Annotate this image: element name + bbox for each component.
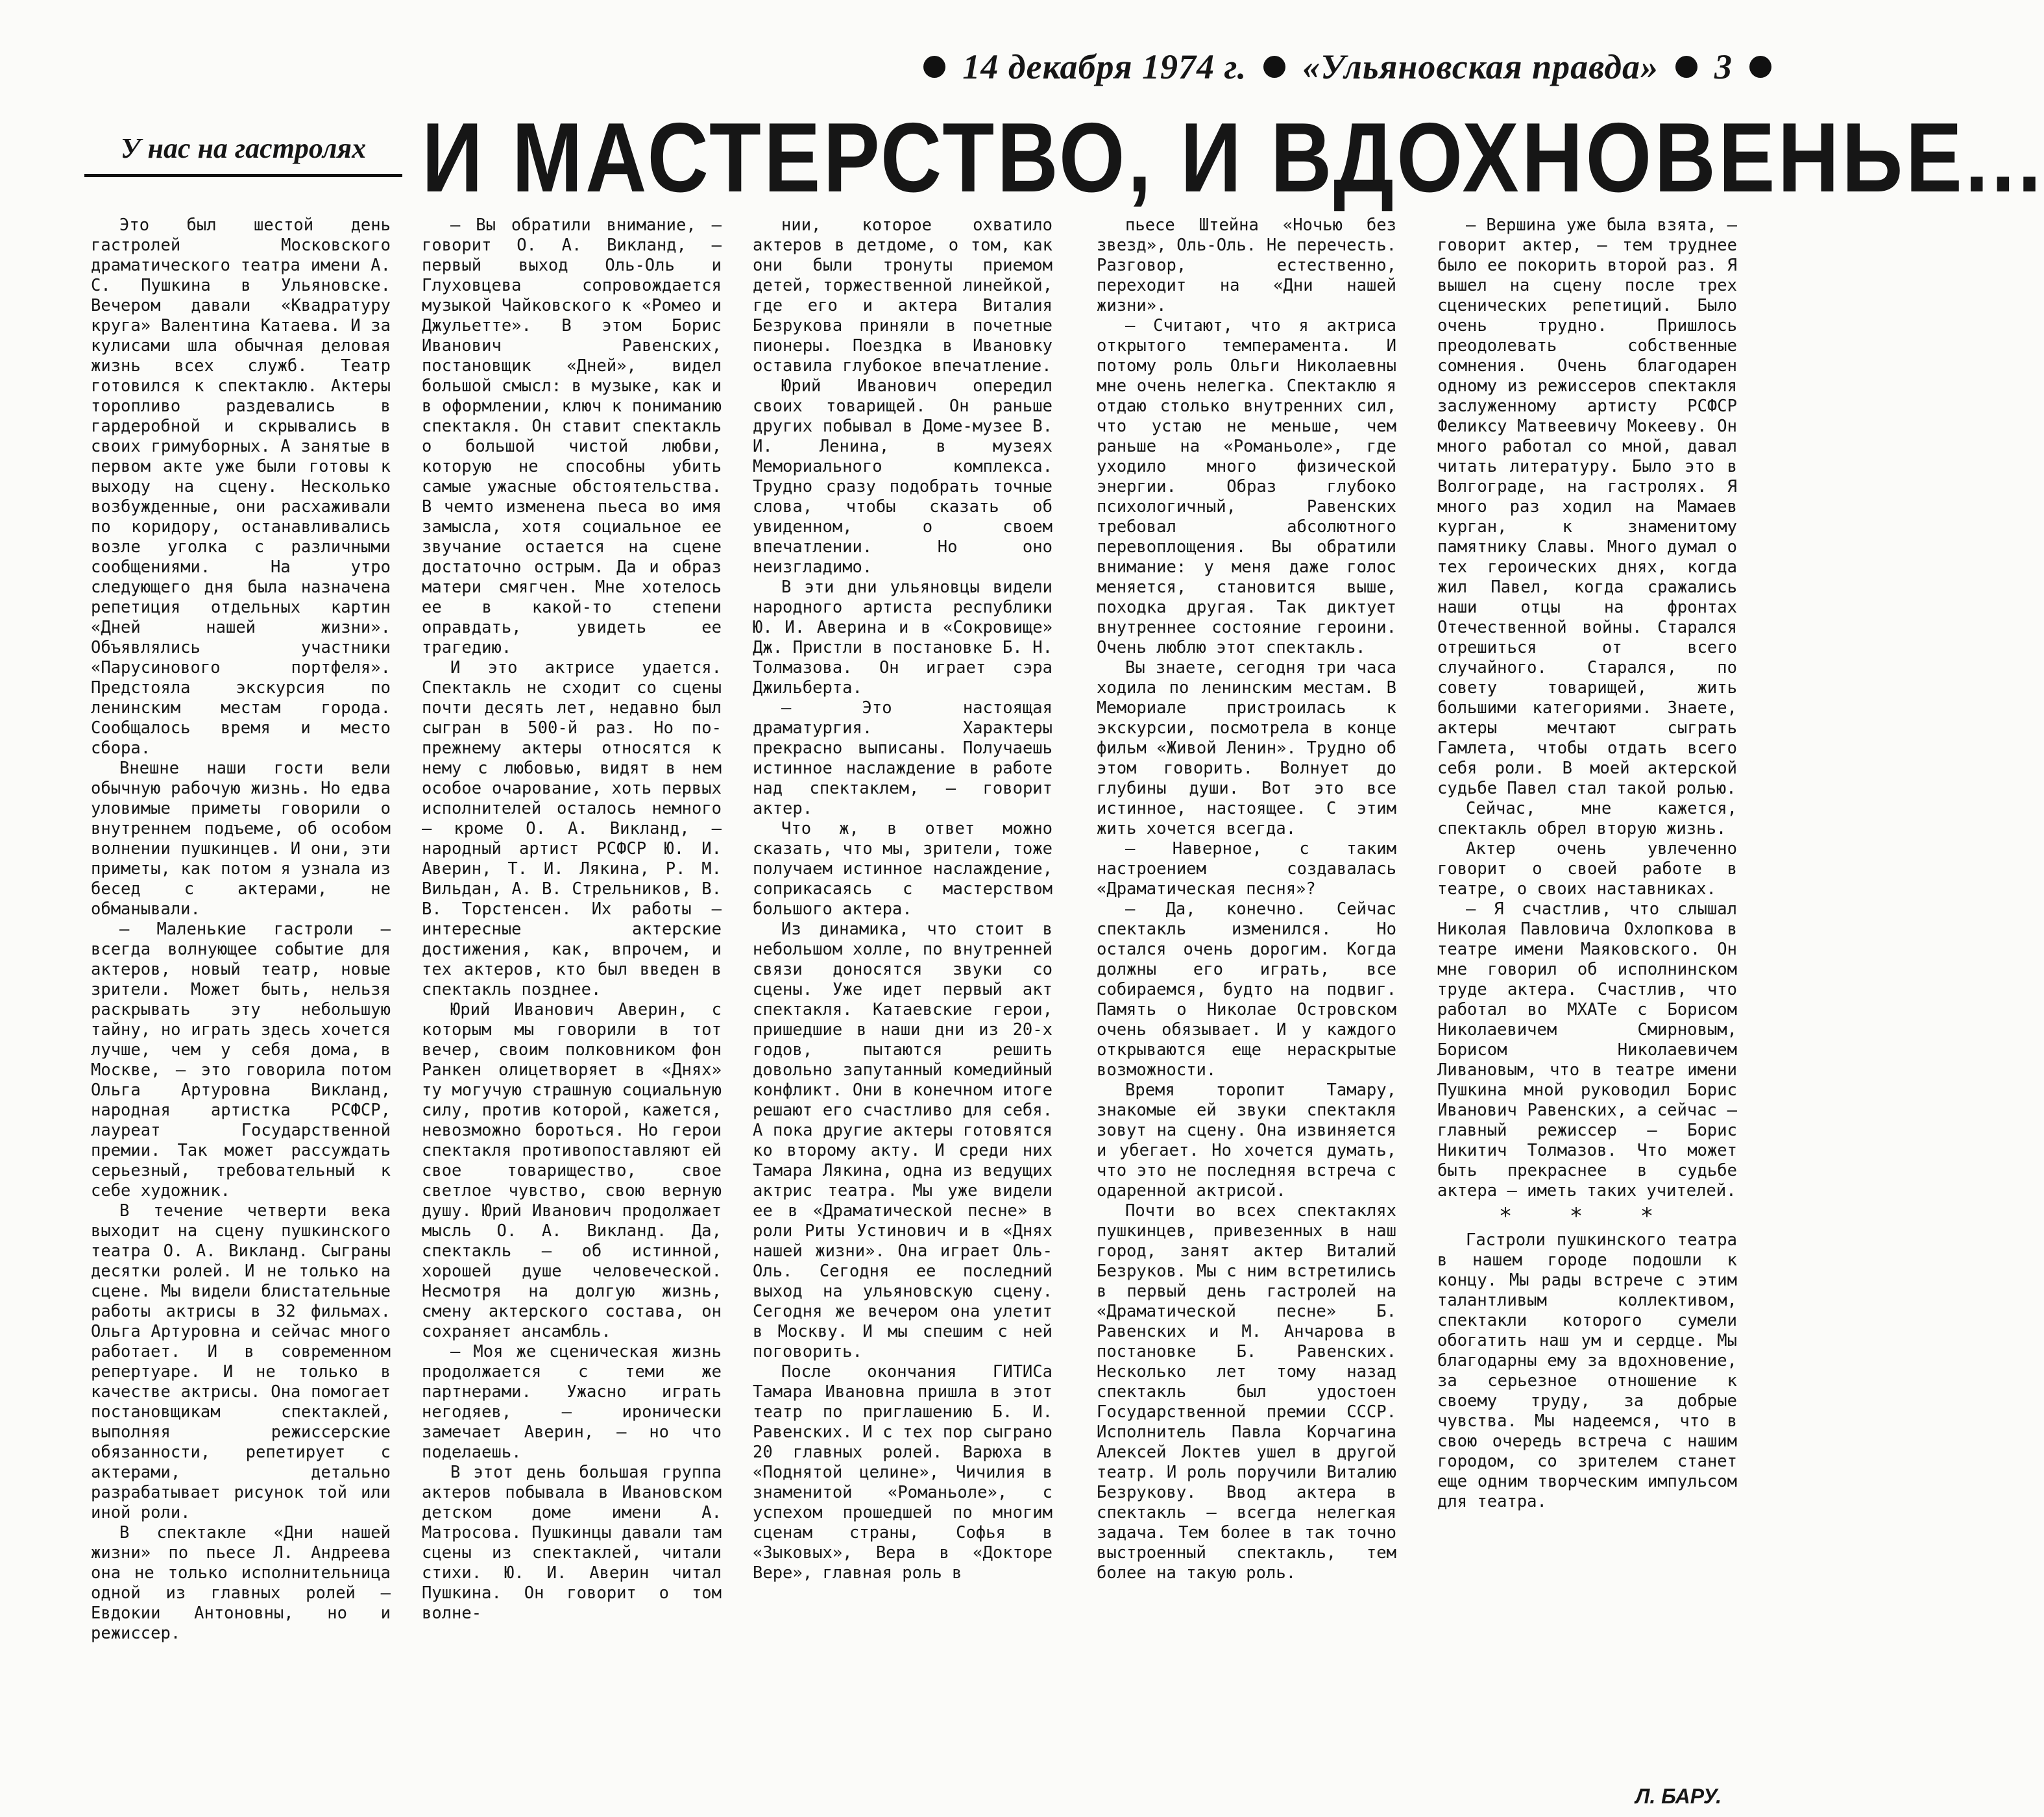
author-byline: Л. БАРУ. (1635, 1785, 1722, 1808)
paragraph: — Наверное, с таким настроением создавалась «Драматическая песня»? (1097, 839, 1396, 899)
paragraph: Вы знаете, сегодня три часа ходила по ленинским местам. В Мемориале пристроилась к экскурсии, посмотрела в конце фильм «Живой Ленин». Трудно об этом говорить. Волнует до глубины души. Вот это все истинное, настоящее. С этим жить хочется всегда. (1097, 658, 1396, 838)
paragraph: — Вы обратили внимание, — говорит О. А. Викланд, — первый выход Оль-Оль и Глуховцева сопровождается музыкой Чайковского к «Ромео и Джульетте». В этом Борис Иванович Равенских, постановщик «Дней», видел большой смысл: в музыке, как и в оформлении, ключ к пониманию спектакля. Он ставит спектакль о большой чистой любви, которую не способны убить самые ужасные обстоятельства. В чемто изменена пьеса во имя замысла, хотя социальное ее звучание остается на сцене достаточно острым. Да и образ матери смягчен. Мне хотелось ее в какой-то степени оправдать, увидеть ее трагедию. (422, 215, 722, 657)
paragraph: — Я счастлив, что слышал Николая Павловича Охлопкова в театре имени Маяковского. Он мне говорил об исполнинском труде актера. Счастлив, что работал во МХАТе с Борисом Николаевичем Смирновым, Борисом Николаевичем Ливановым, что в театре имени Пушкина мной руководил Борис Иванович Равенских, а сейчас — главный режиссер — Борис Никитич Толмазов. Что может быть прекраснее в судьбе актера — иметь таких учителей. (1437, 899, 1737, 1201)
paragraph: — Маленькие гастроли — всегда волнующее событие для актеров, новый театр, новые зрители. Может быть, нельзя раскрывать эту небольшую тайну, но играть здесь хочется лучше, чем у себя дома, в Москве, — это говорила потом Ольга Артуровна Викланд, народная артистка РСФСР, лауреат Государственной премии. Так может рассуждать серьезный, требовательный к себе художник. (91, 920, 391, 1201)
paragraph: В спектакле «Дни нашей жизни» по пьесе Л. Андреева она не только исполнительница одной из главных ролей — Евдокии Антоновны, но и режиссер. (91, 1523, 391, 1643)
article-column-2 (422, 215, 722, 1770)
article-column-5 (1437, 215, 1737, 1770)
paragraph: — Моя же сценическая жизнь продолжается с теми же партнерами. Ужасно играть негодяев, — иронически замечает Аверин, — но что поделаешь. (422, 1342, 722, 1462)
bullet-icon (923, 56, 945, 78)
paragraph: В эти дни ульяновцы видели народного артиста республики Ю. И. Аверина и в «Сокровище» Дж. Пристли в постановке Б. Н. Толмазова. Он играет сэра Джильберта. (753, 578, 1052, 698)
issue-date: 14 декабря 1974 г. (962, 47, 1247, 86)
paragraph: Это был шестой день гастролей Московского драматического театра имени А. С. Пушкина в Ульяновске. Вечером давали «Квадратуру круга» Валентина Катаева. И за кулисами шла обычная деловая жизнь всех служб. Театр готовился к спектаклю. Актеры торопливо раздевались в гардеробной и скрывались в своих гримуборных. А занятые в первом акте уже были готовы к выходу на сцену. Несколько возбужденные, они расхаживали по коридору, останавливались возле уголка с различными сообщениями. На утро следующего дня была назначена репетиция отдельных картин «Дней нашей жизни». Объявлялись участники «Парусинового портфеля». Предстояла экскурсия по ленинским местам города. Сообщалось время и место сбора. (91, 215, 391, 758)
paragraph: После окончания ГИТИСа Тамара Ивановна пришла в этот театр по приглашению Б. И. Равенских. И с тех пор сыграно 20 главных ролей. Варюха в «Поднятой целине», Чичилия в знаменитой «Романьоле», с успехом прошедшей по многим сценам страны, Софья в «Зыковых», Вера в «Докторе Вере», главная роль в (753, 1362, 1052, 1583)
paragraph: Что ж, в ответ можно сказать, что мы, зрители, тоже получаем истинное наслаждение, соприкасаясь с мастерством большого актера. (753, 819, 1052, 919)
paragraph: Юрий Иванович Аверин, с которым мы говорили в тот вечер, своим полковником фон Ранкен олицетворяет в «Днях» ту могучую страшную социальную силу, против которой, кажется, невозможно бороться. Но герои спектакля противопоставляют ей свое товарищество, свое светлое чувство, свою верную душу. Юрий Иванович продолжает мысль О. А. Викланд. Да, спектакль — об истинной, хорошей душе человеческой. Несмотря на долгую жизнь, смену актерского состава, он сохраняет ансамбль. (422, 1000, 722, 1341)
paragraph: В этот день большая группа актеров побывала в Ивановском детском доме имени А. Матросова. Пушкинцы давали там сцены из спектаклей, читали стихи. Ю. И. Аверин читал Пушкина. Он говорит о том волне- (422, 1463, 722, 1623)
article-column-4 (1097, 215, 1396, 1770)
paragraph: Юрий Иванович опередил своих товарищей. Он раньше других побывал в Доме-музее В. И. Ленина, в музеях Мемориального комплекса. Трудно сразу подобрать точные слова, чтобы сказать об увиденном, о своем впечатлении. Но оно неизгладимо. (753, 376, 1052, 577)
paragraph: И это актрисе удается. Спектакль не сходит со сцены почти десять лет, недавно был сыгран в 500-й раз. Но по-прежнему актеры относятся к нему с любовью, видят в нем особое очарование, хоть первых исполнителей осталось немного — кроме О. А. Викланд, — народный артист РСФСР Ю. И. Аверин, Т. И. Лякина, Р. М. Вильдан, А. В. Стрельников, В. В. Торстенсен. Их работы — интересные актерские достижения, как, впрочем, и тех актеров, кто был введен в спектакль позднее. (422, 658, 722, 999)
paragraph: Сейчас, мне кажется, спектакль обрел вторую жизнь. (1437, 799, 1737, 838)
paragraph: Актер очень увлеченно говорит о своей работе в театре, о своих наставниках. (1437, 839, 1737, 899)
paragraph: — Да, конечно. Сейчас спектакль изменился. Но остался очень дорогим. Когда должны его играть, все собираемся, будто на подвиг. Память о Николае Островском очень обязывает. И у каждого открываются еще нераскрытые возможности. (1097, 899, 1396, 1080)
article-headline: И МАСТЕРСТВО, И ВДОХНОВЕНЬЕ... (422, 103, 2044, 213)
paragraph: — Вершина уже была взята, — говорит актер, — тем труднее было ее покорить второй раз. Я вышел на сцену после трех сценических репетиций. Было очень трудно. Пришлось преодолевать собственные сомнения. Очень благодарен одному из режиссеров спектакля заслуженному артисту РСФСР Феликсу Матвеевичу Мокееву. Он много работал со мной, давал читать литературу. Было это в Волгограде, на гастролях. Я много раз ходил на Мамаев курган, к знаменитому памятнику Славы. Много думал о тех героических днях, когда жил Павел, когда сражались наши отцы на фронтах Отечественной войны. Старался отрешиться от всего случайного. Старался, по совету товарищей, жить большими категориями. Знаете, актеры мечтают сыграть Гамлета, чтобы отдать всего себя роли. В моей актерской судьбе Павел стал такой ролью. (1437, 215, 1737, 798)
section-rubric: У нас на гастролях (84, 128, 402, 177)
paragraph: В течение четверти века выходит на сцену пушкинского театра О. А. Викланд. Сыграны десятки ролей. И не только на сцене. Мы видели блистательные работы актрисы в 32 фильмах. Ольга Артуровна и сейчас много работает. И в современном репертуаре. И не только в качестве актрисы. Она помогает постановщикам спектаклей, выполняя режиссерские обязанности, репетирует с актерами, детально разрабатывает рисунок той или иной роли. (91, 1201, 391, 1522)
paragraph: — Считают, что я актриса открытого темперамента. И потому роль Ольги Николаевны мне очень нелегка. Спектаклю я отдаю столько внутренних сил, что устаю не меньше, чем раньше на «Романьоле», где уходило много физической энергии. Образ глубоко психологичный, Равенских требовал абсолютного перевоплощения. Вы обратили внимание: у меня даже голос меняется, становится выше, походка другая. Так диктует внутреннее состояние героини. Очень люблю этот спектакль. (1097, 316, 1396, 657)
page-header (720, 38, 1771, 96)
paragraph: Из динамика, что стоит в небольшом холле, по внутренней связи доносятся звуки со сцены. Уже идет первый акт спектакля. Катаевские герои, пришедшие в наши дни из 20-х годов, пытаются решить довольно запутанный комедийный конфликт. Они в конечном итоге решают его счастливо для себя. А пока другие актеры готовятся ко второму акту. И среди них Тамара Лякина, одна из ведущих актрис театра. Мы уже видели ее в «Драматической песне» в роли Риты Устинович и в «Днях нашей жизни». Она играет Оль-Оль. Сегодня ее последний выход на ульяновскую сцену. Сегодня же вечером она улетит в Москву. И мы спешим с ней поговорить. (753, 920, 1052, 1361)
paragraph: Время торопит Тамару, знакомые ей звуки спектакля зовут на сцену. Она извиняется и убегает. Но хочется думать, что это не последняя встреча с одаренной актрисой. (1097, 1080, 1396, 1201)
paragraph: Внешне наши гости вели обычную рабочую жизнь. Но едва уловимые приметы говорили о внутреннем подъеме, об особом волнении пушкинцев. И они, эти приметы, как потом я узнала из бесед с актерами, не обманывали. (91, 759, 391, 919)
article-column-3 (753, 215, 1052, 1770)
bullet-icon (1749, 56, 1771, 78)
newspaper-name: «Ульяновская правда» (1302, 47, 1659, 86)
closing-paragraph: Гастроли пушкинского театра в нашем городе подошли к концу. Мы рады встрече с этим талантливым коллективом, спектакли которого сумели обогатить наш ум и сердце. Мы благодарны ему за вдохновение, за серьезное отношение к своему труду, за добрые чувства. Мы надеемся, что в свою очередь встреча с нашим городом, со зрителем станет еще одним творческим импульсом для театра. (1437, 1230, 1737, 1511)
bullet-icon (1263, 56, 1285, 78)
paragraph: — Это настоящая драматургия. Характеры прекрасно выписаны. Получаешь истинное наслаждение в работе над спектаклем, — говорит актер. (753, 698, 1052, 818)
section-separator: * * * (1498, 1203, 1676, 1229)
page-number: 3 (1714, 47, 1733, 86)
article-column-1 (91, 215, 391, 1770)
paragraph: нии, которое охватило актеров в детдоме, о том, как они были тронуты приемом детей, торжественной линейкой, где его и актера Виталия Безрукова приняли в почетные пионеры. Поездка в Ивановку оставила глубокое впечатление. (753, 215, 1052, 376)
paragraph: Почти во всех спектаклях пушкинцев, привезенных в наш город, занят актер Виталий Безруков. Мы с ним встретились в первый день гастролей на «Драматической песне» Б. Равенских и М. Анчарова в постановке Б. Равенских. Несколько лет тому назад спектакль был удостоен Государственной премии СССР. Исполнитель Павла Корчагина Алексей Локтев ушел в другой театр. И роль поручили Виталию Безрукову. Ввод актера в спектакль — всегда нелегкая задача. Тем более в так точно выстроенный спектакль, тем более на такую роль. (1097, 1201, 1396, 1583)
paragraph: пьесе Штейна «Ночью без звезд», Оль-Оль. Не перечесть. Разговор, естественно, переходит на «Дни нашей жизни». (1097, 215, 1396, 315)
bullet-icon (1675, 56, 1697, 78)
